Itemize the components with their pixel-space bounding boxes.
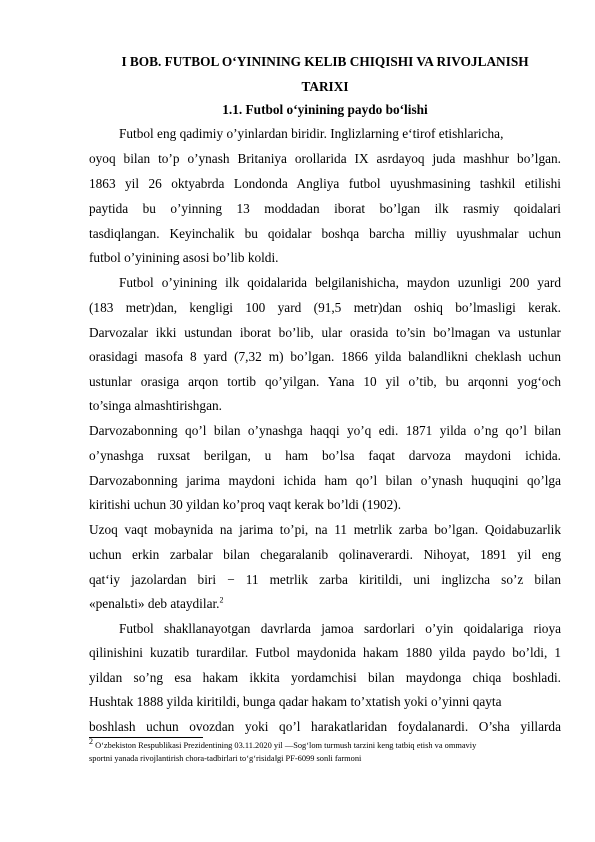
chapter-title-line-1: I BOB. FUTBOL O‘YININING KELIB CHIQISHI VA RIVOJLANISH <box>121 54 529 69</box>
paragraph-line: Futbol eng qadimiy o’yinlardan biridir. Inglizlarning e‘tirof etishlaricha, <box>119 126 504 141</box>
paragraph-line: o’ynashga ruxsat berilgan, u ham bo’lsa faqat darvoza maydoni ichida. <box>89 448 561 463</box>
paragraph-line: uchun erkin zarbalar bilan chegaralanib qolinaverardi. Nihoyat, 1891 yil eng <box>89 547 561 562</box>
paragraph-line: oyoq bilan to’p o’ynash Britaniya orollarida IX asrdayoq juda mashhur bo’lgan. <box>89 151 561 166</box>
paragraph-text: «penalьti» deb ataydilar. <box>89 596 220 611</box>
paragraph-line: Darvozabonning jarima maydoni ichida ham qo’l bilan o’ynash huquqini qo’lga <box>89 473 561 488</box>
paragraph-line: yildan so’ng esa hakam ikkita yordamchisi bilan maydonga chiqa boshladi. <box>89 670 561 685</box>
paragraph-line: (183 metr)dan, kengligi 100 yard (91,5 metr)dan oshiq bo’lmasligi kerak. <box>89 300 561 315</box>
paragraph-line: paytida bu o’yinning 13 moddadan iborat bo’lgan ilk rasmiy qoidalari <box>89 201 561 216</box>
footnote-marker: 2 <box>89 737 93 747</box>
paragraph-line: Darvozalar ikki ustundan iborat bo’lib, ular orasida to’sin bo’lmagan va ustunlar <box>89 325 561 340</box>
paragraph-line: 1863 yil 26 oktyabrda Londonda Angliya futbol uyushmasining tashkil etilishi <box>89 176 561 191</box>
footnote-line-2: sportni yanada rivojlantirish chora-tadbirlari to‘g‘risida‖gi PF-6099 sonli farmoni <box>89 754 362 763</box>
chapter-title-line-2: TARIXI <box>301 79 349 94</box>
paragraph-line <box>89 596 561 612</box>
paragraph-line: Darvozabonning qo’l bilan o’ynashga haqqi yo’q edi. 1871 yilda o’ng qo’l bilan <box>89 423 561 438</box>
footnote-separator <box>89 737 203 738</box>
footnote-reference[interactable]: 2 <box>219 595 224 605</box>
paragraph-line: orasidagi masofa 8 yard (7,32 m) bo’lgan. 1866 yilda balandlikni cheklash uchun <box>89 349 561 364</box>
footnote-text: O‘zbekiston Respublikasi Prezidentining 03.11.2020 yil ―Sog‘lom turmush tarzini keng tatbiq etish va ommaviy <box>93 741 477 750</box>
paragraph-line: to’singa almashtirishgan. <box>89 398 222 413</box>
footnote-line-1 <box>89 737 561 752</box>
paragraph-line: Futbol o’yinining ilk qoidalarida belgilanishicha, maydon uzunligi 200 yard <box>119 275 561 290</box>
paragraph-line: qat‘iy jazolardan biri − 11 metrlik zarba kiritildi, uni inglizcha so’z bilan <box>89 572 561 587</box>
paragraph-line: kiritishi uchun 30 yildan ko’proq vaqt kerak bo’ldi (1902). <box>89 497 402 512</box>
paragraph-line: Uzoq vaqt mobaynida na jarima to’pi, na 11 metrlik zarba bo’lgan. Qoidabuzarlik <box>89 522 561 537</box>
paragraph-line: boshlash uchun ovozdan yoki qo’l harakatlaridan foydalanardi. O’sha yillarda <box>89 719 561 734</box>
paragraph-line: Futbol shakllanayotgan davrlarda jamoa sardorlari o’yin qoidalariga rioya <box>119 621 561 636</box>
paragraph-line: qilinishini kuzatib turardilar. Futbol maydonida hakam 1880 yilda paydo bo’ldi, 1 <box>89 645 561 660</box>
paragraph-line: Hushtak 1888 yilda kiritildi, bunga qadar hakam to’xtatish yoki o’yinni qayta <box>89 694 502 709</box>
section-title: 1.1. Futbol o‘yinining paydo bo‘lishi <box>222 102 428 117</box>
paragraph-line: ustunlar orasiga arqon tortib qo’yilgan. Yana 10 yil o’tib, bu arqonni yog‘och <box>89 374 561 389</box>
paragraph-line: tasdiqlangan. Keyinchalik bu qoidalar boshqa barcha milliy uyushmalar uchun <box>89 226 561 241</box>
paragraph-line: futbol o’yinining asosi bo’lib koldi. <box>89 250 279 265</box>
